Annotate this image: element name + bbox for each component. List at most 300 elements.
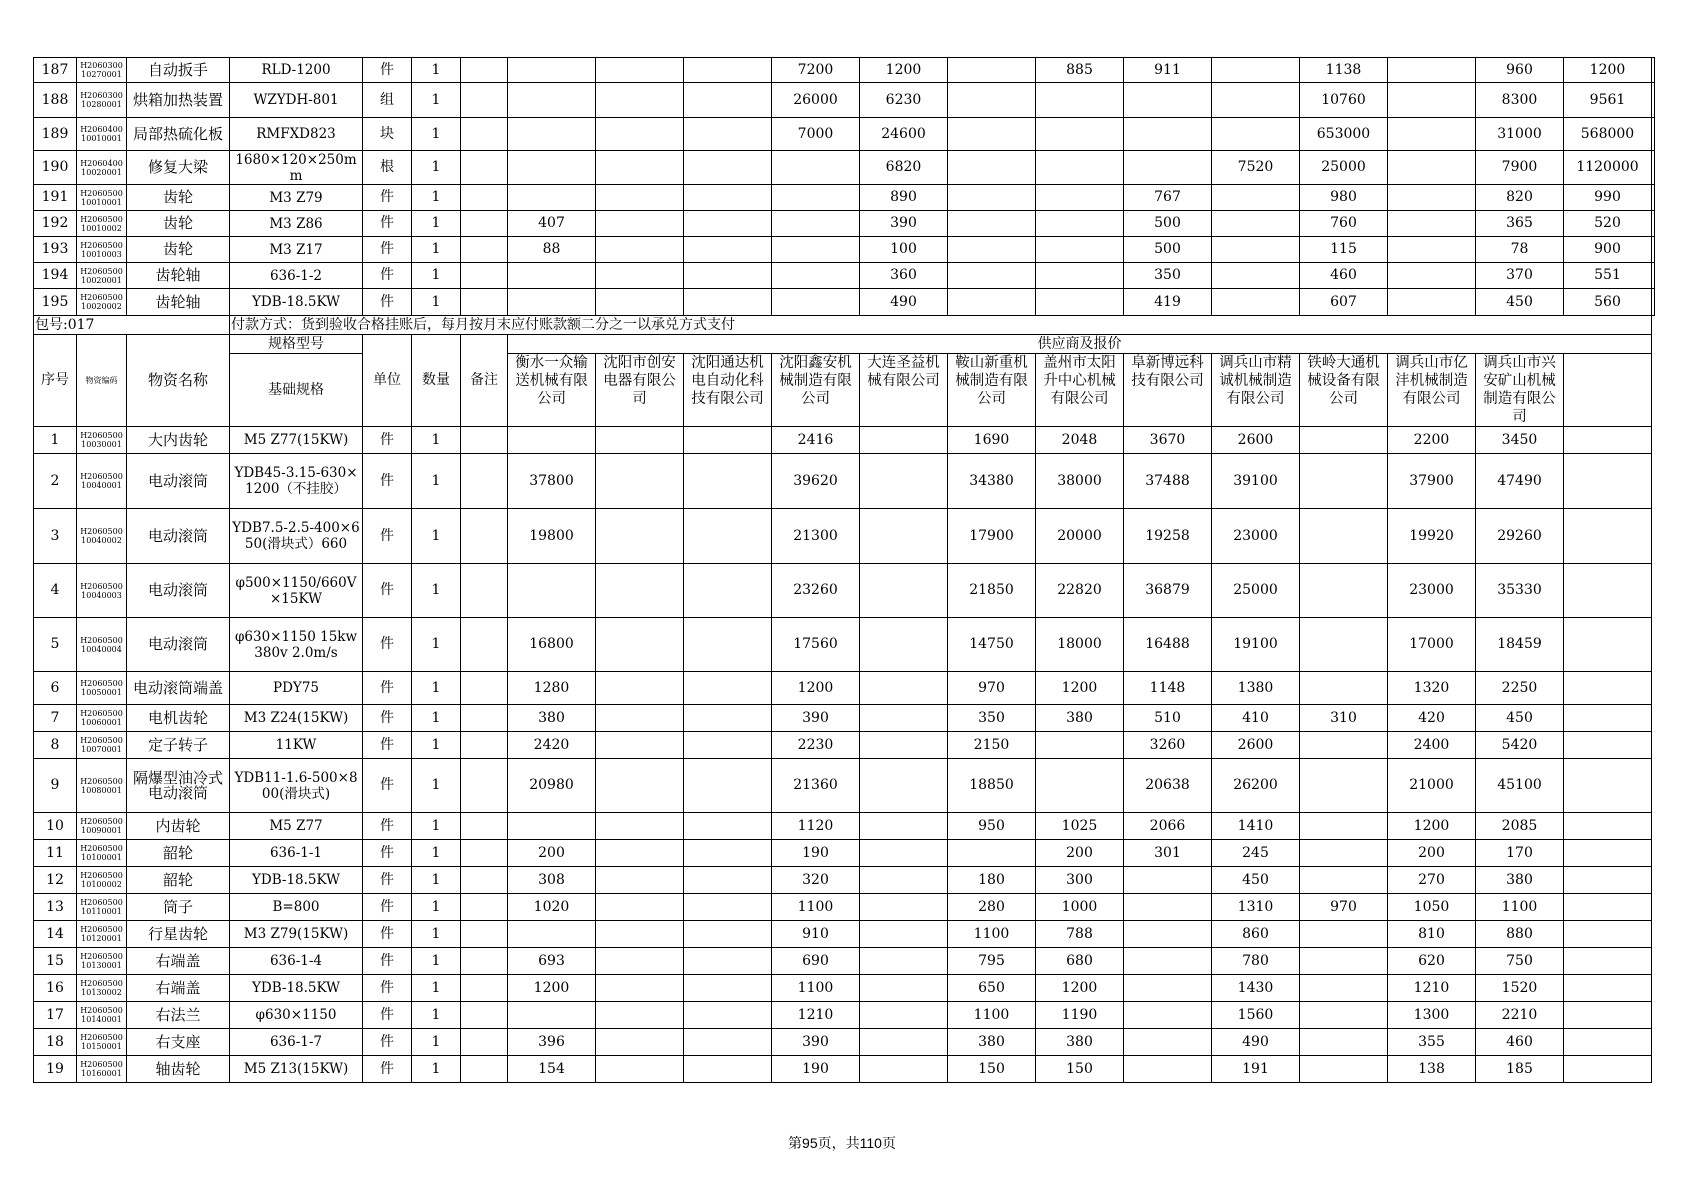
supplier-price: 1025 <box>1036 813 1124 840</box>
supplier-price: 100 <box>860 237 948 263</box>
supplier-price: 190 <box>772 1056 860 1083</box>
supplier-price: 200 <box>1036 840 1124 867</box>
row-no: 1 <box>34 427 77 454</box>
supplier-price: 1100 <box>772 975 860 1002</box>
supplier-price: 390 <box>860 211 948 237</box>
supplier-price: 365 <box>1476 211 1564 237</box>
unit: 件 <box>363 813 412 840</box>
supplier-price: 7520 <box>1212 151 1300 185</box>
supplier-price: 360 <box>860 263 948 289</box>
supplier-price <box>1036 83 1124 118</box>
supplier-price: 551 <box>1564 263 1652 289</box>
quantity: 1 <box>412 427 461 454</box>
supplier-price: 2400 <box>1388 732 1476 759</box>
supplier-price <box>596 454 684 509</box>
supplier-price <box>772 151 860 185</box>
supplier-price: 19920 <box>1388 509 1476 564</box>
material-name: 电动滚筒 <box>127 618 230 672</box>
header-unit: 单位 <box>363 335 412 427</box>
supplier-price <box>1036 118 1124 151</box>
supplier-price <box>1564 1056 1652 1083</box>
supplier-price <box>860 759 948 813</box>
header-name: 物资名称 <box>127 335 230 427</box>
table-row <box>34 618 1655 672</box>
supplier-price: 560 <box>1564 289 1652 316</box>
supplier-price <box>1300 1029 1388 1056</box>
supplier-price: 1100 <box>948 1002 1036 1029</box>
supplier-price <box>508 564 596 618</box>
spec: WZYDH-801 <box>230 83 363 118</box>
header-code: 物资编码 <box>77 335 127 427</box>
quantity: 1 <box>412 867 461 894</box>
supplier-price: 810 <box>1388 921 1476 948</box>
spec: YDB-18.5KW <box>230 867 363 894</box>
supplier-price: 19258 <box>1124 509 1212 564</box>
supplier-price <box>1036 237 1124 263</box>
supplier-price <box>1212 185 1300 211</box>
quantity: 1 <box>412 618 461 672</box>
supplier-name: 沈阳市创安电器有限公司 <box>596 354 684 427</box>
remark <box>461 732 508 759</box>
supplier-price <box>596 840 684 867</box>
supplier-price: 1138 <box>1300 58 1388 83</box>
supplier-price: 29260 <box>1476 509 1564 564</box>
table-row <box>34 867 1655 894</box>
quantity: 1 <box>412 564 461 618</box>
supplier-price: 1100 <box>1476 894 1564 921</box>
row-no: 15 <box>34 948 77 975</box>
supplier-price <box>684 454 772 509</box>
material-code: H206050010110001 <box>77 894 127 921</box>
material-code: H206050010010003 <box>77 237 127 263</box>
header-row-2 <box>34 354 1655 427</box>
quantity: 1 <box>412 732 461 759</box>
supplier-price: 2085 <box>1476 813 1564 840</box>
supplier-price <box>1124 1002 1212 1029</box>
supplier-price: 1560 <box>1212 1002 1300 1029</box>
supplier-price: 910 <box>772 921 860 948</box>
remark <box>461 185 508 211</box>
remark <box>461 813 508 840</box>
supplier-price <box>1124 975 1212 1002</box>
supplier-price <box>596 58 684 83</box>
remark <box>461 211 508 237</box>
supplier-price <box>1564 948 1652 975</box>
supplier-price <box>1564 1029 1652 1056</box>
supplier-price <box>1388 289 1476 316</box>
supplier-price <box>508 83 596 118</box>
material-code: H206050010020002 <box>77 289 127 316</box>
supplier-price <box>948 840 1036 867</box>
material-name: 电动滚筒 <box>127 564 230 618</box>
supplier-price: 380 <box>1036 1029 1124 1056</box>
supplier-price <box>1652 151 1655 185</box>
quantity: 1 <box>412 509 461 564</box>
supplier-price: 88 <box>508 237 596 263</box>
material-name: 齿轮轴 <box>127 289 230 316</box>
unit: 件 <box>363 263 412 289</box>
supplier-price <box>860 1029 948 1056</box>
header-suppliers-group: 供应商及报价 <box>508 335 1652 354</box>
supplier-price: 1050 <box>1388 894 1476 921</box>
supplier-price: 1020 <box>508 894 596 921</box>
material-code: H206050010010002 <box>77 211 127 237</box>
spec: M3 Z79 <box>230 185 363 211</box>
supplier-price <box>596 237 684 263</box>
unit: 件 <box>363 509 412 564</box>
supplier-price <box>860 509 948 564</box>
supplier-name: 衡水一众输送机械有限公司 <box>508 354 596 427</box>
spec: YDB-18.5KW <box>230 289 363 316</box>
supplier-price <box>684 118 772 151</box>
supplier-price <box>860 672 948 705</box>
supplier-price: 8300 <box>1476 83 1564 118</box>
supplier-price <box>1652 263 1655 289</box>
supplier-price: 390 <box>772 705 860 732</box>
supplier-price <box>596 83 684 118</box>
supplier-price <box>684 151 772 185</box>
supplier-price <box>860 840 948 867</box>
material-name: 韶轮 <box>127 840 230 867</box>
supplier-price <box>772 289 860 316</box>
supplier-price <box>1300 454 1388 509</box>
supplier-price: 1310 <box>1212 894 1300 921</box>
supplier-name: 鞍山新重机械制造有限公司 <box>948 354 1036 427</box>
supplier-price <box>1212 289 1300 316</box>
supplier-price <box>860 975 948 1002</box>
supplier-price <box>1564 921 1652 948</box>
supplier-price <box>1652 58 1655 83</box>
remark <box>461 509 508 564</box>
supplier-price <box>1036 185 1124 211</box>
supplier-price: 115 <box>1300 237 1388 263</box>
supplier-price: 7000 <box>772 118 860 151</box>
supplier-price <box>1300 427 1388 454</box>
supplier-price <box>1212 263 1300 289</box>
supplier-price <box>1388 151 1476 185</box>
quantity: 1 <box>412 151 461 185</box>
payment-terms: 付款方式：货到验收合格挂账后，每月按月末应付账款额二分之一以承兑方式支付 <box>230 316 1652 335</box>
supplier-price: 301 <box>1124 840 1212 867</box>
supplier-price: 880 <box>1476 921 1564 948</box>
supplier-price <box>1564 894 1652 921</box>
supplier-price <box>860 618 948 672</box>
quantity: 1 <box>412 975 461 1002</box>
supplier-price <box>596 151 684 185</box>
supplier-price <box>948 58 1036 83</box>
spec: RMFXD823 <box>230 118 363 151</box>
supplier-price: 407 <box>508 211 596 237</box>
quantity: 1 <box>412 118 461 151</box>
supplier-price <box>684 1056 772 1083</box>
header-qty: 数量 <box>412 335 461 427</box>
row-no: 4 <box>34 564 77 618</box>
supplier-price <box>596 289 684 316</box>
page-footer <box>0 1133 1684 1153</box>
supplier-price: 2230 <box>772 732 860 759</box>
row-no: 2 <box>34 454 77 509</box>
unit: 件 <box>363 894 412 921</box>
supplier-price: 490 <box>860 289 948 316</box>
supplier-price <box>1124 894 1212 921</box>
material-code: H206030010270001 <box>77 58 127 83</box>
quotation-table <box>33 57 1655 1083</box>
supplier-price <box>948 118 1036 151</box>
supplier-price: 310 <box>1300 705 1388 732</box>
supplier-price: 2048 <box>1036 427 1124 454</box>
row-no: 16 <box>34 975 77 1002</box>
supplier-price: 19100 <box>1212 618 1300 672</box>
supplier-price <box>1300 840 1388 867</box>
row-no: 14 <box>34 921 77 948</box>
supplier-price <box>508 185 596 211</box>
supplier-price <box>508 813 596 840</box>
quantity: 1 <box>412 58 461 83</box>
supplier-price: 820 <box>1476 185 1564 211</box>
supplier-price: 568000 <box>1564 118 1652 151</box>
supplier-price <box>1124 867 1212 894</box>
header-no: 序号 <box>34 335 77 427</box>
supplier-price: 900 <box>1564 237 1652 263</box>
supplier-price <box>1300 975 1388 1002</box>
table-row <box>34 151 1655 185</box>
material-code: H206050010040004 <box>77 618 127 672</box>
material-code: H206050010040003 <box>77 564 127 618</box>
supplier-price: 1280 <box>508 672 596 705</box>
remark <box>461 705 508 732</box>
supplier-price <box>1036 759 1124 813</box>
unit: 件 <box>363 948 412 975</box>
quantity: 1 <box>412 705 461 732</box>
material-code: H206050010120001 <box>77 921 127 948</box>
material-name: 自动扳手 <box>127 58 230 83</box>
supplier-price: 450 <box>1476 705 1564 732</box>
supplier-price <box>1564 759 1652 813</box>
supplier-price <box>860 813 948 840</box>
supplier-price <box>1300 948 1388 975</box>
supplier-price <box>772 237 860 263</box>
quantity: 1 <box>412 894 461 921</box>
supplier-price <box>508 151 596 185</box>
row-no: 188 <box>34 83 77 118</box>
supplier-price: 150 <box>1036 1056 1124 1083</box>
table-row <box>34 948 1655 975</box>
supplier-price <box>1564 705 1652 732</box>
supplier-price <box>684 211 772 237</box>
supplier-price: 23000 <box>1388 564 1476 618</box>
supplier-price <box>1388 263 1476 289</box>
supplier-price: 860 <box>1212 921 1300 948</box>
supplier-price: 78 <box>1476 237 1564 263</box>
supplier-price <box>684 672 772 705</box>
table-row <box>34 509 1655 564</box>
supplier-price <box>948 151 1036 185</box>
supplier-price <box>1036 211 1124 237</box>
supplier-price: 460 <box>1476 1029 1564 1056</box>
row-no: 13 <box>34 894 77 921</box>
supplier-price: 1100 <box>772 894 860 921</box>
row-no: 6 <box>34 672 77 705</box>
row-no: 19 <box>34 1056 77 1083</box>
supplier-price: 26000 <box>772 83 860 118</box>
supplier-price <box>1212 118 1300 151</box>
spec: φ500×1150/660V×15KW <box>230 564 363 618</box>
supplier-price: 890 <box>860 185 948 211</box>
table-row <box>34 1056 1655 1083</box>
supplier-price <box>596 211 684 237</box>
table-row <box>34 83 1655 118</box>
material-name: 齿轮轴 <box>127 263 230 289</box>
supplier-price: 2066 <box>1124 813 1212 840</box>
table-row <box>34 185 1655 211</box>
spec: 636-1-4 <box>230 948 363 975</box>
supplier-price: 18000 <box>1036 618 1124 672</box>
remark <box>461 1056 508 1083</box>
supplier-price: 21000 <box>1388 759 1476 813</box>
supplier-price: 380 <box>1036 705 1124 732</box>
supplier-price: 26200 <box>1212 759 1300 813</box>
supplier-price: 1148 <box>1124 672 1212 705</box>
remark <box>461 1029 508 1056</box>
supplier-price: 410 <box>1212 705 1300 732</box>
supplier-price <box>684 867 772 894</box>
row-no: 11 <box>34 840 77 867</box>
supplier-price <box>596 672 684 705</box>
material-name: 局部热硫化板 <box>127 118 230 151</box>
remark <box>461 118 508 151</box>
supplier-price <box>1564 564 1652 618</box>
supplier-price <box>1036 289 1124 316</box>
quantity: 1 <box>412 672 461 705</box>
supplier-price: 450 <box>1476 289 1564 316</box>
supplier-price: 200 <box>508 840 596 867</box>
supplier-price: 9561 <box>1564 83 1652 118</box>
row-no: 189 <box>34 118 77 151</box>
supplier-price: 1300 <box>1388 1002 1476 1029</box>
supplier-price <box>684 263 772 289</box>
supplier-price: 191 <box>1212 1056 1300 1083</box>
supplier-price <box>684 840 772 867</box>
supplier-price: 450 <box>1212 867 1300 894</box>
row-no: 18 <box>34 1029 77 1056</box>
supplier-price <box>508 118 596 151</box>
supplier-price: 37800 <box>508 454 596 509</box>
supplier-price: 20638 <box>1124 759 1212 813</box>
row-no: 187 <box>34 58 77 83</box>
supplier-price <box>1564 509 1652 564</box>
table-row <box>34 564 1655 618</box>
supplier-price <box>1124 921 1212 948</box>
supplier-name: 盖州市太阳升中心机械有限公司 <box>1036 354 1124 427</box>
supplier-price <box>596 867 684 894</box>
supplier-price: 490 <box>1212 1029 1300 1056</box>
table-row <box>34 263 1655 289</box>
quantity: 1 <box>412 948 461 975</box>
supplier-price: 970 <box>948 672 1036 705</box>
supplier-price <box>1652 289 1655 316</box>
spec: 636-1-7 <box>230 1029 363 1056</box>
table-row <box>34 289 1655 316</box>
spec: M3 Z86 <box>230 211 363 237</box>
supplier-price <box>596 1029 684 1056</box>
material-name: 电动滚筒 <box>127 454 230 509</box>
supplier-price: 885 <box>1036 58 1124 83</box>
supplier-price <box>596 732 684 759</box>
supplier-price <box>684 185 772 211</box>
supplier-price: 2600 <box>1212 732 1300 759</box>
supplier-price <box>860 427 948 454</box>
supplier-price <box>1652 83 1655 118</box>
supplier-price: 20000 <box>1036 509 1124 564</box>
row-no: 191 <box>34 185 77 211</box>
supplier-price: 1200 <box>1036 975 1124 1002</box>
supplier-name: 铁岭大通机械设备有限公司 <box>1300 354 1388 427</box>
unit: 件 <box>363 564 412 618</box>
supplier-price <box>596 1056 684 1083</box>
supplier-price: 7200 <box>772 58 860 83</box>
supplier-price: 25000 <box>1212 564 1300 618</box>
table-row <box>34 211 1655 237</box>
unit: 件 <box>363 289 412 316</box>
unit: 件 <box>363 705 412 732</box>
row-no: 8 <box>34 732 77 759</box>
supplier-price: 680 <box>1036 948 1124 975</box>
header-spec-group: 规格型号 <box>230 335 363 354</box>
supplier-price: 39100 <box>1212 454 1300 509</box>
supplier-price <box>772 185 860 211</box>
material-code: H206050010030001 <box>77 427 127 454</box>
supplier-price: 6230 <box>860 83 948 118</box>
supplier-price: 911 <box>1124 58 1212 83</box>
supplier-price <box>508 58 596 83</box>
supplier-price: 21300 <box>772 509 860 564</box>
supplier-price <box>1124 1056 1212 1083</box>
header-row-1 <box>34 335 1655 354</box>
supplier-price <box>596 263 684 289</box>
supplier-price <box>1036 263 1124 289</box>
supplier-price <box>1124 83 1212 118</box>
supplier-price <box>1300 1056 1388 1083</box>
supplier-price: 2210 <box>1476 1002 1564 1029</box>
supplier-price: 1380 <box>1212 672 1300 705</box>
supplier-price: 980 <box>1300 185 1388 211</box>
supplier-price <box>1564 618 1652 672</box>
spec: M3 Z17 <box>230 237 363 263</box>
supplier-price: 10760 <box>1300 83 1388 118</box>
supplier-price <box>684 83 772 118</box>
material-name: 轴齿轮 <box>127 1056 230 1083</box>
supplier-price: 34380 <box>948 454 1036 509</box>
supplier-price <box>508 427 596 454</box>
supplier-price <box>1388 118 1476 151</box>
supplier-price: 25000 <box>1300 151 1388 185</box>
remark <box>461 289 508 316</box>
supplier-name: 阜新博远科技有限公司 <box>1124 354 1212 427</box>
remark <box>461 921 508 948</box>
supplier-price <box>1652 118 1655 151</box>
supplier-price <box>596 921 684 948</box>
supplier-price: 780 <box>1212 948 1300 975</box>
supplier-price: 1200 <box>508 975 596 1002</box>
quantity: 1 <box>412 1002 461 1029</box>
supplier-price: 23000 <box>1212 509 1300 564</box>
supplier-price <box>1564 975 1652 1002</box>
material-code: H206050010060001 <box>77 705 127 732</box>
remark <box>461 672 508 705</box>
supplier-price <box>596 1002 684 1029</box>
supplier-price: 1430 <box>1212 975 1300 1002</box>
supplier-price: 970 <box>1300 894 1388 921</box>
